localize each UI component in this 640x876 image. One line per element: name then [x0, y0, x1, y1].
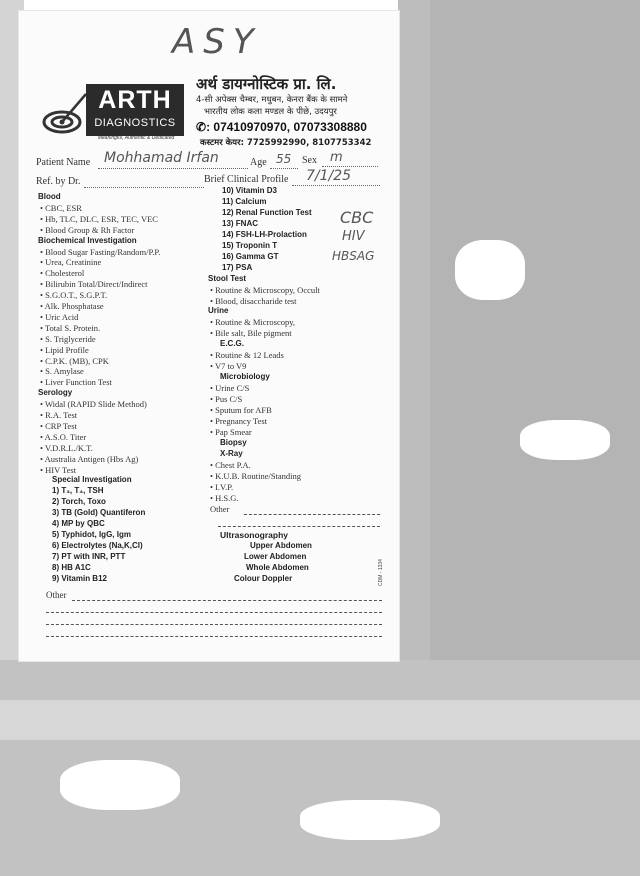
- brand-subtitle: DIAGNOSTICS: [94, 117, 176, 129]
- address-line-1: 4-सी अपेक्स चैम्बर, मधुबन, केनरा बैंक के सामने: [196, 95, 348, 105]
- section-heading: Biochemical Investigation: [38, 235, 137, 245]
- target-logo-icon: [40, 92, 90, 140]
- customer-care: कस्टमर केयर: 7725992990, 8107753342: [200, 138, 372, 148]
- test-item: • HIV Test: [40, 464, 77, 475]
- test-item: • S. Amylase: [40, 366, 84, 377]
- date-value: 7/1/25: [306, 168, 352, 184]
- test-item: 14) FSH-LH-Prolaction: [222, 229, 307, 239]
- test-item: • Routine & 12 Leads: [210, 350, 284, 361]
- patient-name-label: Patient Name: [36, 157, 91, 168]
- left-other-label: Other: [46, 590, 67, 600]
- usg-item: Whole Abdomen: [246, 563, 309, 572]
- ref-by-line: [84, 187, 204, 188]
- address-line-2: भारतीय लोक कला मण्डल के पीछे, उदयपुर: [204, 107, 337, 117]
- phone-text: : 07410970970, 07073308880: [206, 120, 367, 134]
- test-item: 4) MP by QBC: [52, 519, 105, 528]
- test-item: • Liver Function Test: [40, 377, 112, 388]
- section-heading: Serology: [38, 388, 73, 398]
- section-heading: E.C.G.: [220, 339, 245, 349]
- clinical-profile-label: Brief Clinical Profile: [204, 174, 289, 185]
- other-line: [46, 612, 382, 613]
- sex-label: Sex: [302, 155, 317, 166]
- section-heading: Urine: [208, 306, 229, 316]
- test-item: • K.U.B. Routine/Standing: [210, 470, 302, 481]
- test-item: • Cholesterol: [40, 268, 85, 279]
- test-item: • Blood Group & Rh Factor: [40, 224, 135, 235]
- scan-blot: [455, 240, 525, 300]
- test-item: • Widal (RAPID Slide Method): [40, 399, 147, 410]
- scan-blot: [520, 420, 610, 460]
- test-item: 3) TB (Gold) Quantiferon: [52, 508, 146, 518]
- test-item: 5) Typhidot, IgG, Igm: [52, 529, 131, 539]
- test-item: • A.S.O. Titer: [40, 431, 87, 442]
- test-item: • CBC, ESR: [40, 202, 82, 213]
- test-item: • H.S.G.: [210, 492, 239, 503]
- scan-shadow-far-right: [430, 0, 640, 660]
- other-line: [46, 636, 382, 637]
- patient-name-value: Mohhamad Irfan: [104, 150, 219, 166]
- test-item: 9) Vitamin B12: [52, 573, 107, 583]
- section-heading: X-Ray: [220, 448, 243, 458]
- brand-name: ARTH: [98, 86, 172, 114]
- section-heading: Blood: [38, 192, 61, 201]
- scan-blot: [60, 760, 180, 810]
- test-item: • V.D.R.L./K.T.: [40, 442, 93, 453]
- patient-name-line: [98, 168, 248, 169]
- test-item: 12) Renal Function Test: [222, 207, 312, 217]
- brand-tagline: Meaningful, Authentic & Dedicated: [97, 135, 175, 141]
- test-item: 6) Electrolytes (Na,K,Cl): [52, 540, 143, 550]
- test-item: • Chest P.A.: [210, 459, 251, 470]
- test-item: Other: [210, 503, 230, 514]
- handwritten-note: CBC: [340, 208, 374, 227]
- sex-line: [322, 166, 378, 167]
- test-item: • Bilirubin Total/Direct/Indirect: [40, 279, 148, 290]
- handwritten-mark: ASY: [172, 22, 262, 62]
- handwritten-note: HIV: [342, 229, 365, 244]
- right-other-line: [244, 514, 380, 515]
- age-value: 55: [276, 152, 292, 166]
- test-item: • Pregnancy Test: [210, 415, 267, 426]
- clinical-profile-line: [292, 185, 380, 186]
- test-item: • Total S. Protein.: [40, 322, 101, 333]
- scan-light-strip: [0, 700, 640, 740]
- test-item: • CRP Test: [40, 420, 77, 431]
- age-label: Age: [250, 157, 267, 168]
- test-item: • Bile salt, Bile pigment: [210, 328, 292, 339]
- section-heading: Microbiology: [220, 372, 270, 382]
- test-item: • Sputum for AFB: [210, 405, 272, 415]
- right-other-line: [218, 526, 380, 527]
- test-item: • Uric Acid: [40, 311, 79, 322]
- usg-item: Colour Doppler: [234, 574, 293, 583]
- test-item: • Pap Smear: [210, 426, 252, 437]
- age-line: [270, 168, 298, 169]
- other-line: [72, 600, 382, 601]
- hindi-brand-name: अर्थ डायग्नोस्टिक प्रा. लि.: [196, 75, 337, 93]
- test-item: 1) T₃, T₄, TSH: [52, 486, 104, 496]
- test-item: 15) Troponin T: [222, 240, 278, 250]
- section-heading: Biopsy: [220, 437, 247, 447]
- test-item: • V7 to V9: [210, 361, 247, 372]
- brand-logo: [86, 84, 184, 136]
- phone-numbers: [196, 120, 367, 134]
- test-item: 17) PSA: [222, 262, 253, 272]
- test-item: • S. Triglyceride: [40, 333, 96, 344]
- test-item: • Blood Sugar Fasting/Random/P.P.: [40, 246, 161, 257]
- test-item: • Routine & Microscopy, Occult: [210, 284, 320, 295]
- test-item: 2) Torch, Toxo: [52, 497, 106, 507]
- test-item: • Urine C/S: [210, 383, 250, 394]
- test-item: 16) Gamma GT: [222, 251, 279, 261]
- test-item: • I.V.P.: [210, 481, 234, 492]
- test-item: • Australia Antigen (Hbs Ag): [40, 453, 139, 464]
- test-item: • R.A. Test: [40, 410, 78, 420]
- test-item: • C.P.K. (MB), CPK: [40, 355, 109, 366]
- test-item: • Blood, disaccharide test: [210, 295, 297, 306]
- test-item: 10) Vitamin D3: [222, 186, 277, 195]
- test-item: 7) PT with INR, PTT: [52, 551, 126, 561]
- phone-icon: ✆: [196, 120, 207, 134]
- scan-blot: [300, 800, 440, 840]
- test-item: 13) FNAC: [222, 218, 259, 228]
- test-item: 11) Calcium: [222, 196, 267, 206]
- test-item: • Pus C/S: [210, 394, 243, 405]
- ultrasonography-heading: Ultrasonography: [220, 530, 289, 540]
- test-item: • Alk. Phosphatase: [40, 301, 104, 311]
- test-item: • Lipid Profile: [40, 344, 89, 355]
- section-heading: Special Investigation: [52, 475, 132, 485]
- handwritten-note: HBSAG: [332, 249, 375, 263]
- test-item: • Urea, Creatinine: [40, 257, 102, 268]
- other-line: [46, 624, 382, 625]
- section-heading: Stool Test: [208, 273, 247, 283]
- test-item: • Hb, TLC, DLC, ESR, TEC, VEC: [40, 213, 158, 224]
- test-item: 8) HB A1C: [52, 562, 91, 572]
- test-item: • Routine & Microscopy,: [210, 317, 296, 328]
- usg-item: Upper Abdomen: [250, 541, 312, 550]
- ref-by-label: Ref. by Dr.: [36, 176, 81, 187]
- usg-item: Lower Abdomen: [244, 552, 307, 561]
- sex-value: m: [330, 150, 343, 165]
- side-code: CDM - 1334: [378, 559, 384, 586]
- test-item: • S.G.O.T., S.G.P.T.: [40, 290, 108, 301]
